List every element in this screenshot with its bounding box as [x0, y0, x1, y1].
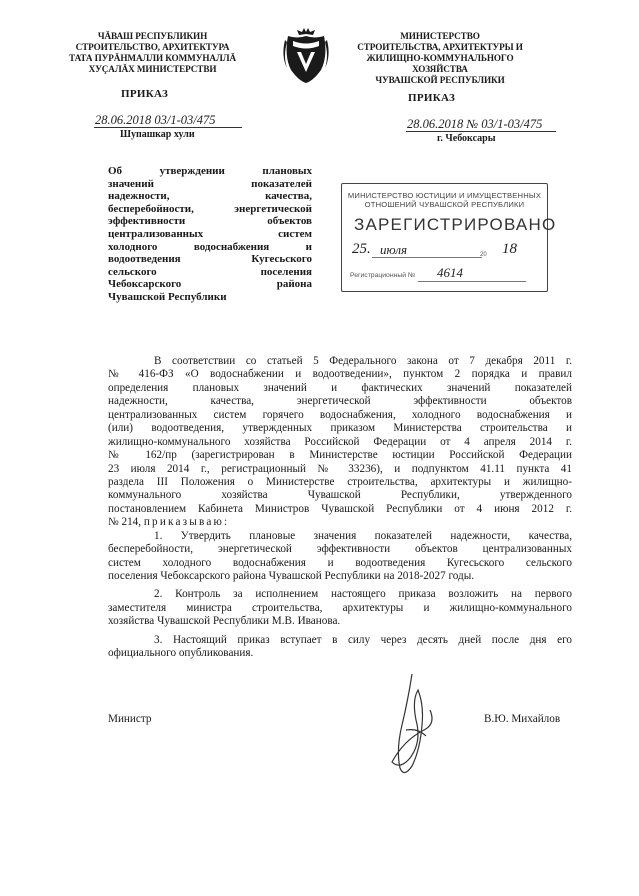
subject-line: Об утверждении плановых — [108, 165, 312, 177]
order-subject — [108, 165, 312, 304]
stamp-year-prefix: 20 — [480, 252, 487, 258]
stamp-title: ЗАРЕГИСТРИРОВАНО — [354, 215, 557, 234]
subject-line: водоотведения Кугесьского — [108, 253, 312, 266]
stamp-reg-number: 4614 — [437, 265, 463, 280]
header-left-line: ТАТА ПУРĂНМАЛЛИ КОММУНАЛЛĂ — [69, 53, 236, 63]
order-title-left: ПРИКАЗ — [121, 88, 169, 100]
body-line: официального опубликования. — [108, 647, 254, 660]
body-line: бесперебойности, энергетической эффективности объектов централизованных — [108, 543, 572, 556]
stamp-day: 25. — [352, 241, 371, 257]
handwritten-signature — [382, 670, 444, 782]
body-line: хозяйства Чувашской Республики М.В. Иванова. — [108, 615, 341, 628]
signatory-title: Министр — [108, 713, 152, 725]
header-right-line: СТРОИТЕЛЬСТВА, АРХИТЕКТУРЫ И — [357, 42, 523, 52]
subject-line: Чебоксарского района — [108, 278, 312, 291]
date-underline — [94, 127, 242, 128]
order-word: приказываю: — [143, 516, 230, 529]
place-russian: г. Чебоксары — [437, 133, 496, 144]
signatory-name: В.Ю. Михайлов — [484, 713, 561, 725]
header-right-line: ЧУВАШСКОЙ РЕСПУБЛИКИ — [375, 75, 505, 85]
body-line: надежности, качества, энергетической эффективности объектов — [108, 395, 572, 408]
subject-line: надежности, качества, — [108, 190, 312, 203]
body-line: № 416-ФЗ «О водоснабжении и водоотведении», пунктом 2 порядка и правил — [108, 368, 572, 381]
order-number-ref: № 214, — [108, 516, 142, 529]
stamp-year-suffix: 18 — [502, 241, 517, 257]
body-line: постановлением Кабинета Министров Чувашской Республики от 4 июня 2012 г. — [108, 502, 572, 515]
body-line: 2. Контроль за исполнением настоящего приказа возложить на первого — [154, 588, 572, 601]
subject-line: централизованных систем — [108, 227, 312, 240]
stamp-reg-line — [418, 281, 526, 282]
header-right-line: МИНИСТЕРСТВО — [400, 31, 480, 41]
stamp-month: июля — [380, 242, 408, 257]
stamp-reg-label: Регистрационный № — [350, 272, 416, 279]
body-line: жилищно-коммунального хозяйства Российской Федерации от 4 апреля 2014 г. — [108, 435, 572, 448]
stamp-header-line: МИНИСТЕРСТВО ЮСТИЦИИ И ИМУЩЕСТВЕННЫХ — [347, 191, 542, 200]
place-chuvash: Шупашкар хули — [120, 129, 195, 140]
body-line: (или) водоотведения, утвержденных приказом Министерства строительства и — [108, 422, 572, 435]
order-date-number-right: 28.06.2018 № 03/1-03/475 — [407, 117, 543, 131]
body-line: заместителя министра строительства, архитектуры и жилищно-коммунального — [108, 601, 572, 614]
body-line: поселения Чебоксарского района Чувашской Республики на 2018-2027 годы. — [108, 570, 475, 582]
header-left-line: ЧĂВАШ РЕСПУБЛИКИН — [97, 31, 208, 41]
subject-line: сельского поселения — [108, 265, 312, 278]
ministry-name-chuvash — [60, 31, 245, 75]
coat-of-arms-icon — [281, 26, 331, 84]
header-left-line: ХУÇАЛĂХ МИНИСТЕРСТВИ — [88, 64, 217, 74]
body-line: 23 июля 2014 г., регистрационный № 33236), и подпунктом 41.11 пункта 41 — [108, 462, 572, 475]
subject-line: бесперебойности, энергетической — [108, 202, 312, 215]
stamp-header-line: ОТНОШЕНИЙ ЧУВАШСКОЙ РЕСПУБЛИКИ — [364, 200, 525, 209]
body-line: В соответствии со статьей 5 Федерального закона от 7 декабря 2011 г. — [154, 355, 572, 367]
registration-stamp — [341, 183, 557, 292]
subject-line: холодного водоснабжения и — [108, 240, 312, 253]
subject-line: значений показателей — [108, 177, 312, 190]
date-underline — [406, 131, 556, 132]
body-line: раздела III Положения о Министерстве строительства, архитектуры и жилищно- — [108, 475, 572, 488]
body-line: коммунального хозяйства Чувашской Республики, утвержденного — [108, 489, 572, 502]
ministry-name-russian — [340, 31, 540, 86]
body-line: 1. Утвердить плановые значения показателей надежности, качества, — [154, 529, 572, 542]
body-line — [108, 516, 572, 529]
body-line: централизованных систем горячего водоснабжения, холодного водоснабжения и — [108, 408, 572, 421]
body-line: определения плановых значений и фактических значений показателей — [108, 381, 572, 394]
body-line: № 162/пр (зарегистрирован в Министерстве юстиции Российской Федерации — [108, 449, 572, 462]
header-right-line: ЖИЛИЩНО-КОММУНАЛЬНОГО ХОЗЯЙСТВА — [366, 53, 514, 74]
subject-line: Чувашской Республики — [108, 290, 227, 303]
body-line: 3. Настоящий приказ вступает в силу через десять дней после дня его — [154, 633, 572, 646]
stamp-header — [342, 191, 547, 209]
order-body — [108, 355, 572, 661]
subject-line: эффективности объектов — [108, 215, 312, 228]
order-title-right: ПРИКАЗ — [408, 92, 456, 104]
body-line: систем холодного водоснабжения и водоотведения Кугесьского сельского — [108, 556, 572, 569]
stamp-date-line — [372, 257, 482, 258]
order-date-number-left: 28.06.2018 03/1-03/475 — [95, 113, 216, 127]
header-left-line: СТРОИТЕЛЬСТВО, АРХИТЕКТУРА — [75, 42, 230, 52]
